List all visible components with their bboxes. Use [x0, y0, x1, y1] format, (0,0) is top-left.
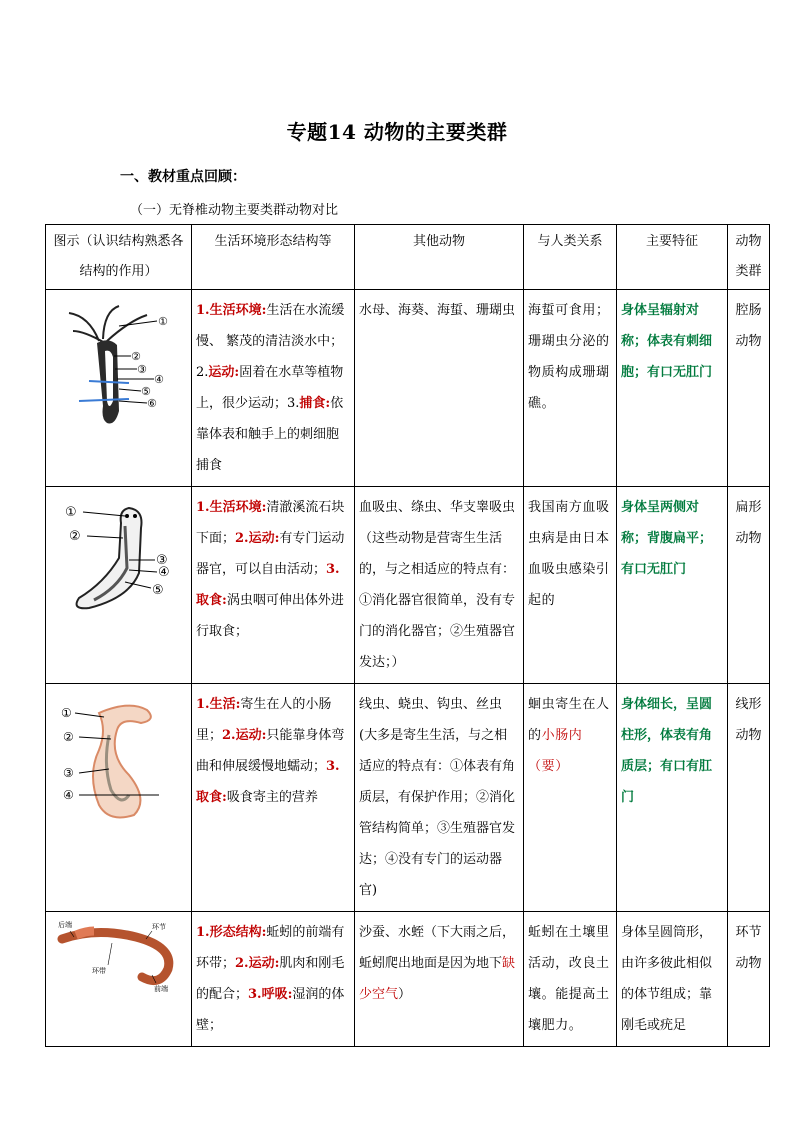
hydra-diagram — [59, 301, 179, 431]
other-animals-cell — [355, 912, 524, 1047]
group-cell: 腔肠动物 — [728, 290, 770, 487]
comparison-table — [45, 224, 770, 1047]
feature-cell: 身体呈辐射对称；体表有刺细胞；有口无肛门 — [617, 290, 728, 487]
other-animals-cell: 线虫、蛲虫、钩虫、丝虫(大多是寄生生活，与之相适应的特点有：①体表有角质层，有保护作用；②消化管结构简单；③生殖器官发达；④没有专门的运动器官) — [355, 684, 524, 912]
label-clitellum: 环带 — [92, 967, 106, 975]
label-6: ⑥ — [146, 397, 157, 410]
header-environment: 生活环境形态结构等 — [192, 225, 355, 290]
label-1: ① — [157, 315, 168, 328]
feature-text: 身体呈两侧对称；背腹扁平；有口无肛门 — [621, 500, 713, 577]
label-4: ④ — [62, 788, 74, 802]
env-text: 生活在水流缓慢、 繁茂的清洁淡水中；2. — [196, 303, 345, 380]
env-label: 3.取食: — [196, 562, 340, 608]
relation-emphasis: （要） — [528, 759, 569, 774]
env-text: 肌肉和刚毛的配合； — [196, 956, 345, 1002]
label-3: ③ — [136, 363, 147, 376]
planarian-diagram — [59, 498, 179, 618]
label-2: ② — [62, 730, 74, 744]
env-label: 运动: — [208, 365, 240, 380]
env-label: 1.生活环境: — [196, 303, 267, 318]
page-title: 专题14 动物的主要类群 — [286, 120, 508, 144]
env-text: 寄生在人的小肠里； — [196, 697, 332, 743]
section-heading: 一、教材重点回顾： — [120, 169, 246, 185]
env-text: 湿润的体壁； — [196, 987, 345, 1033]
relation-emphasis: 小肠内 — [541, 728, 583, 743]
earthworm-diagram — [56, 917, 181, 997]
label-5: ⑤ — [140, 385, 151, 398]
group-cell: 环节动物 — [728, 912, 770, 1047]
label-4: ④ — [157, 565, 170, 580]
subsection-heading: （一）无脊椎动物主要类群动物对比 — [130, 203, 339, 218]
env-label: 2.运动: — [222, 728, 267, 743]
feature-cell: 身体细长，呈圆柱形，体表有角质层；有口有肛门 — [617, 684, 728, 912]
roundworm-diagram — [59, 695, 179, 825]
env-label: 1.形态结构: — [196, 925, 267, 940]
label-3: ③ — [62, 766, 74, 780]
header-figure: 图示（认识结构熟悉各结构的作用） — [46, 225, 192, 290]
environment-cell — [192, 684, 355, 912]
label-1: ① — [64, 505, 77, 520]
hydra-figure-cell — [46, 290, 192, 487]
env-label: 2.运动: — [235, 531, 280, 546]
env-label: 1.生活环境: — [196, 500, 267, 515]
label-4: ④ — [153, 373, 164, 386]
env-label: 3.取食: — [196, 759, 340, 805]
other-emphasis: 缺少空气 — [359, 956, 516, 1002]
other-text: 沙蚕、水蛭（下大雨之后，蚯蚓爬出地面是因为地下 — [359, 925, 516, 971]
label-front: 前端 — [154, 985, 168, 993]
env-text: 只能靠身体弯曲和伸展缓慢地蠕动； — [196, 728, 345, 774]
env-text: 固着在水草等植物上，很少运动；3. — [196, 365, 344, 411]
table-row — [46, 290, 770, 487]
other-text: ） — [398, 987, 412, 1002]
header-features: 主要特征 — [617, 225, 728, 290]
env-text: 蚯蚓的前端有环带； — [196, 925, 345, 971]
earthworm-figure-cell — [46, 912, 192, 1047]
label-rear: 后端 — [58, 921, 72, 929]
relation-text: 蛔虫寄生在人的 — [528, 697, 610, 743]
env-label: 1.生活: — [196, 697, 241, 712]
other-animals-cell: 水母、海葵、海蜇、珊瑚虫 — [355, 290, 524, 487]
other-animals-cell: 血吸虫、绦虫、华支睾吸虫（这些动物是营寄生生活的，与之相适应的特点有：①消化器官很简单，没有专门的消化器官；②生殖器官发达；） — [355, 487, 524, 684]
environment-cell — [192, 912, 355, 1047]
group-cell: 扁形动物 — [728, 487, 770, 684]
header-group: 动物类群 — [728, 225, 770, 290]
env-label: 捕食: — [299, 396, 331, 411]
feature-cell: 身体呈圆筒形，由许多彼此相似的体节组成；靠刚毛或疣足 — [617, 912, 728, 1047]
env-label: 3.呼吸: — [248, 987, 293, 1002]
env-text: 依靠体表和触手上的刺细胞捕食 — [196, 396, 344, 473]
feature-cell — [617, 487, 728, 684]
env-label: 2.运动: — [235, 956, 280, 971]
header-other-animals: 其他动物 — [355, 225, 524, 290]
planarian-figure-cell — [46, 487, 192, 684]
table-row — [46, 487, 770, 684]
label-2: ② — [68, 529, 81, 544]
table-header-row — [46, 225, 770, 290]
label-1: ① — [60, 706, 72, 720]
env-text: 涡虫咽可伸出体外进行取食； — [196, 593, 344, 639]
env-text: 清澈溪流石块下面； — [196, 500, 345, 546]
label-segment: 环节 — [152, 923, 166, 931]
table-row — [46, 684, 770, 912]
relation-cell: 海蜇可食用；珊瑚虫分泌的物质构成珊瑚礁。 — [524, 290, 617, 487]
relation-cell — [524, 684, 617, 912]
header-relation: 与人类关系 — [524, 225, 617, 290]
relation-cell: 我国南方血吸虫病是由日本血吸虫感染引起的 — [524, 487, 617, 684]
table-row — [46, 912, 770, 1047]
env-text: 吸食寄主的营养 — [226, 790, 318, 805]
relation-cell: 蚯蚓在土壤里活动，改良土壤。能提高土壤肥力。 — [524, 912, 617, 1047]
environment-cell — [192, 290, 355, 487]
label-5: ⑤ — [151, 583, 164, 598]
environment-cell — [192, 487, 355, 684]
env-text: 有专门运动器官，可以自由活动； — [196, 531, 345, 577]
label-3: ③ — [155, 553, 168, 568]
group-cell: 线形动物 — [728, 684, 770, 912]
roundworm-figure-cell — [46, 684, 192, 912]
label-2: ② — [130, 350, 141, 363]
